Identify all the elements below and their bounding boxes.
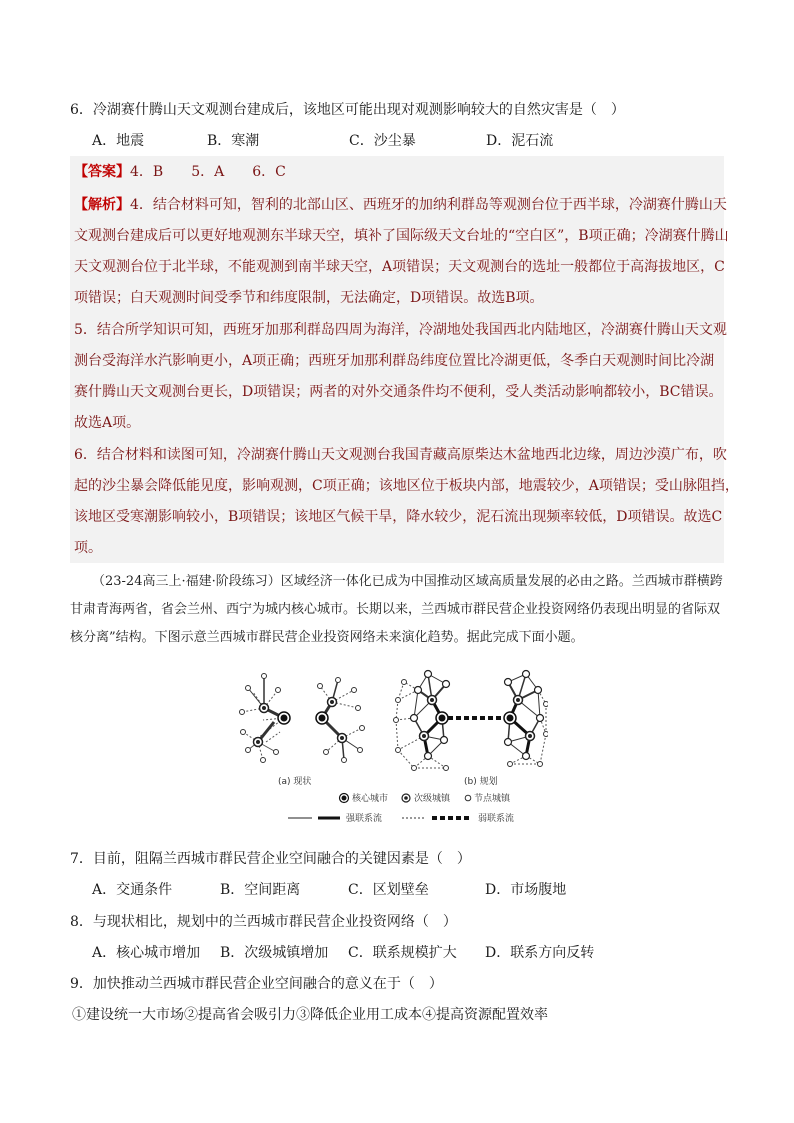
legend-weak-flow: 弱联系流 [478, 814, 515, 824]
q7-option-d: D．市场腹地 [485, 882, 567, 898]
diagram-a-current [240, 674, 365, 763]
analysis-line-3: 天文观测台位于北半球，不能观测到南半球天空，A项错误；天文观测台的选址一般都位于高海拔地区，C [74, 259, 725, 275]
q6-option-d: D．泥石流 [486, 133, 554, 149]
question-9-stem: 9．加快推动兰西城市群民营企业空间融合的意义在于（ ） [70, 976, 443, 992]
analysis-line-9: 6．结合材料和读图可知，冷湖赛什腾山天文观测台我国青藏高原柴达木盆地西北边缘，周边沙漠广布，吹 [74, 447, 727, 463]
question-9-items: ①建设统一大市场②提高省会吸引力③降低企业用工成本④提高资源配置效率 [72, 1007, 548, 1023]
question-7-stem: 7．目前，阻隔兰西城市群民营企业空间融合的关键因素是（ ） [70, 851, 471, 867]
legend-node-town: 节点城镇 [474, 794, 511, 804]
analysis-line-12: 项。 [74, 540, 102, 556]
q6-option-c: C．沙尘暴 [349, 133, 416, 149]
legend-symbols [340, 792, 512, 804]
diagram-b-planned [394, 671, 549, 771]
passage-intro: （23-24高三上·福建·阶段练习）区域经济一体化已成为中国推动区域高质量发展的必由之路。兰西城市群横跨甘肃青海两省，省会兰州、西宁为城内核心城市。长期以来，兰西城市群民营企业投资网络仍表现出明显的省际双核分离”结构。下图示意兰西城市群民营企业投资网络未来演化趋势。据此完成下面小题。 [70, 574, 723, 645]
legend-secondary-town: 次级城镇 [414, 794, 451, 804]
caption-b: (b) 规划 [464, 777, 498, 787]
analysis-line-2: 文观测台建成后可以更好地观测东半球天空，填补了国际级天文台址的“空白区”，B项正确；冷湖赛什腾山 [74, 228, 729, 244]
q8-option-a: A．核心城市增加 [92, 945, 201, 961]
analysis-line-10: 起的沙尘暴会降低能见度，影响观测，C项正确；该地区位于板块内部，地震较少，A项错误；受山脉阻挡， [74, 478, 739, 494]
analysis-line-1 [74, 195, 727, 215]
question-6-options [92, 131, 553, 151]
analysis-line-8: 故选A项。 [74, 415, 141, 431]
question-8-options [92, 943, 594, 963]
question-8-stem: 8．与现状相比，规划中的兰西城市群民营企业投资网络（ ） [70, 914, 457, 930]
analysis-line-5: 5．结合所学知识可知，西班牙加那利群岛四周为海洋，冷湖地处我国西北内陆地区，冷湖赛什腾山天文观 [74, 322, 727, 338]
analysis-line-11: 该地区受寒潮影响较小，B项错误；该地区气候干旱，降水较少，泥石流出现频率较低，D项错误。故选C [74, 509, 723, 525]
question-6-stem: 6．冷湖赛什腾山天文观测台建成后，该地区可能出现对观测影响较大的自然灾害是（ ） [70, 102, 625, 118]
analysis-line-7: 赛什腾山天文观测台更长，D项错误；两者的对外交通条件均不便利，受人类活动影响都较小，BC错误。 [74, 384, 723, 400]
q6-option-b: B．寒潮 [207, 133, 260, 149]
question-7-options [92, 880, 566, 900]
q7-option-b: B．空间距离 [220, 882, 301, 898]
analysis-line-6: 测台受海洋水汽影响更小，A项正确；西班牙加那利群岛纬度位置比冷湖更低，冬季白天观测时间比冷湖 [74, 353, 715, 369]
q7-option-c: C．区划壁垒 [348, 882, 429, 898]
answer-label: 【答案】 [74, 164, 130, 180]
analysis-line-4: 项错误；白天观测时间受季节和纬度限制，无法确定，D项错误。故选B项。 [74, 290, 544, 306]
analysis-label: 【解析】 [74, 197, 130, 213]
analysis-text: 4．结合材料可知，智利的北部山区、西班牙的加纳利群岛等观测台位于西半球，冷湖赛什腾山天 [130, 197, 727, 213]
q6-option-a: A．地震 [92, 133, 145, 149]
legend-strong-flow: 强联系流 [346, 814, 383, 824]
q8-option-d: D．联系方向反转 [485, 945, 595, 961]
q8-option-b: B．次级城镇增加 [220, 945, 329, 961]
q8-option-c: C．联系规模扩大 [348, 945, 457, 961]
answer-text: 4．B 5．A 6．C [130, 164, 286, 180]
answer-line [74, 162, 286, 182]
legend-core-city: 核心城市 [352, 794, 389, 804]
network-diagram [228, 660, 548, 830]
q7-option-a: A．交通条件 [92, 882, 173, 898]
caption-a: (a) 现状 [278, 777, 312, 787]
legend-lines [288, 812, 514, 824]
